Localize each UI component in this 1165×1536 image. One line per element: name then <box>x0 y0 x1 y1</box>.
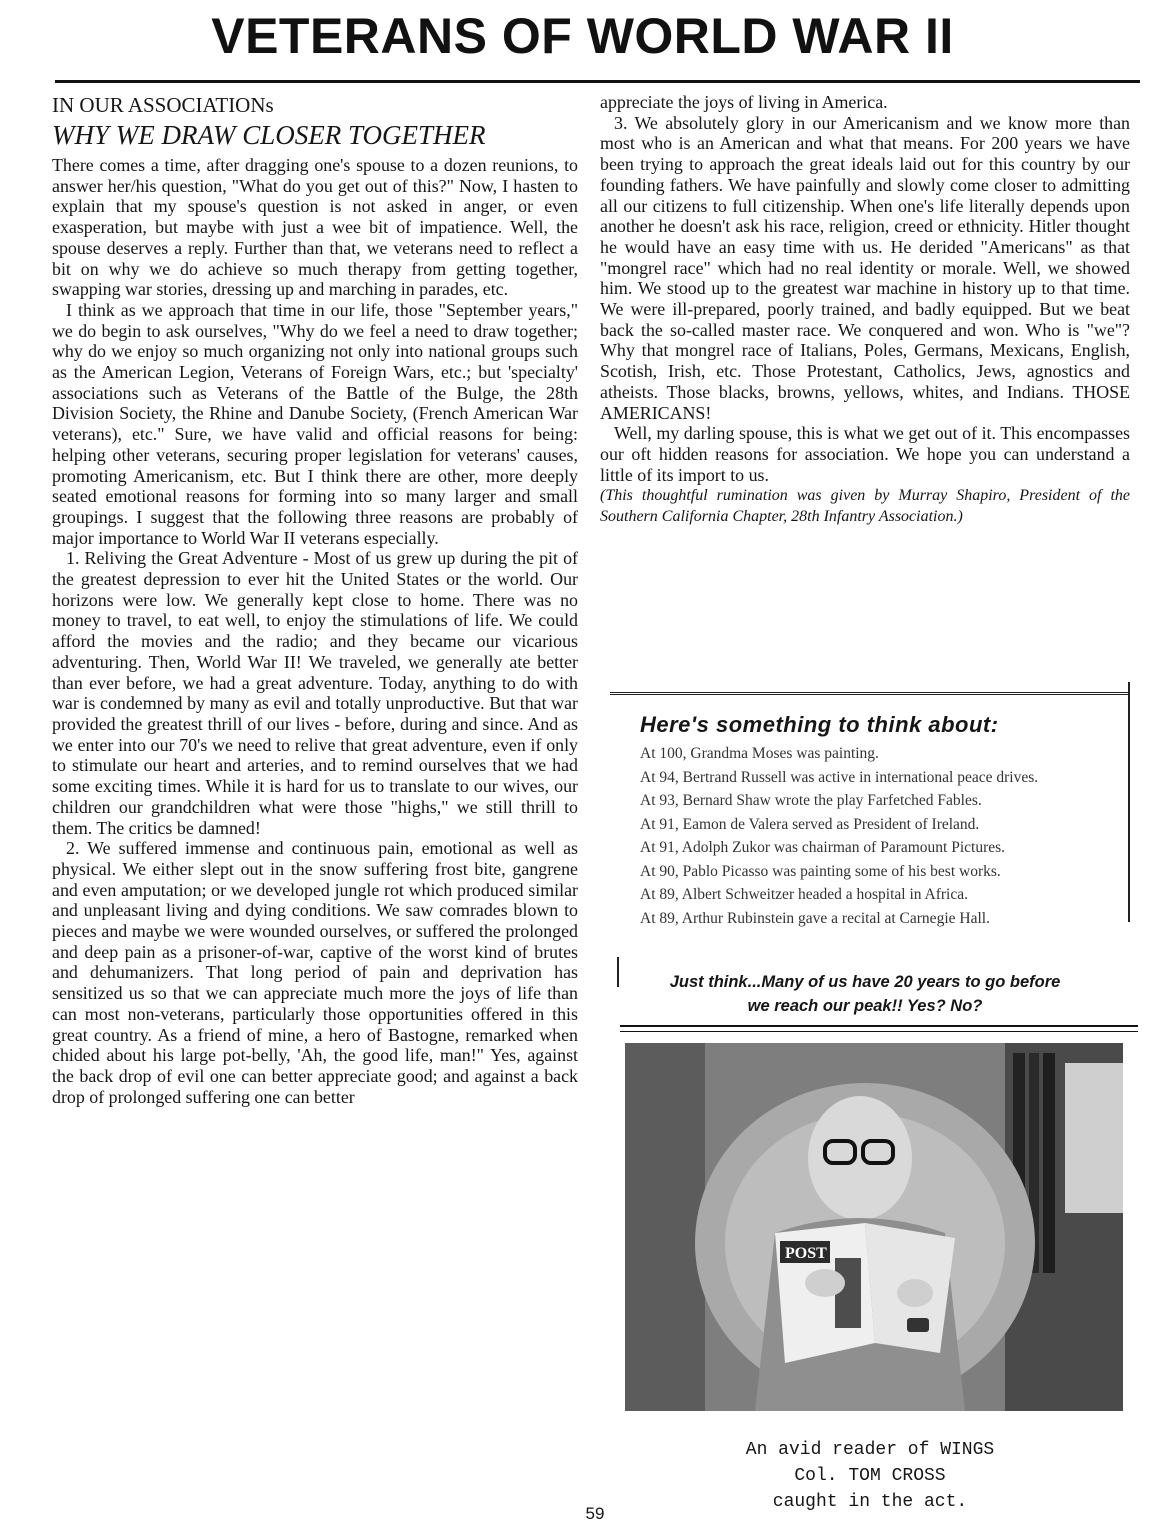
box-callout <box>650 970 1080 1018</box>
right-column <box>600 92 1130 527</box>
page-number: 59 <box>585 1504 605 1523</box>
article-kicker: IN OUR ASSOCIATIONs <box>52 93 274 117</box>
list-item: At 100, Grandma Moses was painting. <box>640 745 879 762</box>
caption-line: An avid reader of WINGS <box>745 1440 995 1460</box>
magazine-masthead: POST <box>785 1245 827 1262</box>
photo-illustration <box>625 1043 1123 1411</box>
photo-caption <box>690 1437 1050 1515</box>
callout-line: we reach our peak!! Yes? No? <box>747 997 983 1015</box>
box-top-rule <box>610 692 1130 695</box>
list-item: At 90, Pablo Picasso was painting some of his best works. <box>640 862 1001 880</box>
age-achievements-list <box>640 742 1120 930</box>
article-paragraph: 1. Reliving the Great Adventure - Most of us grew up during the pit of the greatest depression to ever hit the United States or the world. Our horizons were low. We generally kept close to home. There was no money to travel, to eat well, to enjoy the stimulations of life. We could afford the movies and the radio; and they became our vicarious adventuring. Then, World War II! We traveled, we generally ate better than ever before, we had a great adventure. Today, anything to do with war is condemned by many as evil and totally unproductive. But that war provided the greatest thrill of our lives - before, during and since. And as we enter into our 70's we need to relive that great adventure, even if only to stimulate our heart and arteries, and to remind ourselves that we had some exciting times. While it is hard for us to translate to our wives, our children our grandchildren what were those "highs," we still thrill to them. The critics be damned! <box>52 548 578 838</box>
title-rule <box>55 80 1140 83</box>
veteran-reading-photo <box>625 1043 1123 1411</box>
box-right-border <box>1128 682 1130 922</box>
callout-line: Just think...Many of us have 20 years to go before <box>669 973 1061 991</box>
box-left-border <box>617 957 619 987</box>
article-headline: WHY WE DRAW CLOSER TOGETHER <box>52 120 486 150</box>
caption-line: caught in the act. <box>772 1492 968 1512</box>
article-paragraph: 2. We suffered immense and continuous pain, emotional as well as physical. We either slept out in the snow suffering frost bite, gangrene and even amputation; or we developed jungle rot which produced similar and unpleasant living and dying conditions. We saw comrades blown to pieces and maybe we were wounded ourselves, or suffered the prolonged and deep pain as a prisoner-of-war, captive of the worst kind of brutes and dehumanizers. That long period of pain and deprivation has sensitized us so that we can appreciate much more the joys of life than can most non-veterans, particularly those opportunities offered in this great country. As a friend of mine, a hero of Bastogne, remarked when chided about his large pot-belly, 'Ah, the good life, man!" Yes, against the back drop of evil one can better appreciate good; and against a back drop of prolonged suffering one can better <box>52 838 578 1107</box>
list-item: At 94, Bertrand Russell was active in international peace drives. <box>640 768 1039 786</box>
article-paragraph: There comes a time, after dragging one's spouse to a dozen reunions, to answer her/his question, "What do you get out of this?" Now, I hasten to explain that my spouse's question is not asked in anger, or even exasperation, but maybe with just a wee bit of impatience. Well, the spouse deserves a reply. Further than that, we veterans need to reflect a bit on why we do achieve so much therapy from getting together, swapping war stories, dressing up and marching in parades, etc. <box>52 155 578 300</box>
list-item: At 91, Adolph Zukor was chairman of Paramount Pictures. <box>640 839 1006 856</box>
caption-line: Col. TOM CROSS <box>794 1466 946 1486</box>
page-title: VETERANS OF WORLD WAR II <box>211 8 954 64</box>
list-item: At 91, Eamon de Valera served as President of Ireland. <box>640 815 980 833</box>
article-credit: (This thoughtful rumination was given by Murray Shapiro, President of the Southern California Chapter, 28th Infantry Association.) <box>600 487 1130 526</box>
list-item: At 89, Albert Schweitzer headed a hospital in Africa. <box>640 886 968 903</box>
list-item: At 93, Bernard Shaw wrote the play Farfetched Fables. <box>640 792 982 809</box>
list-item: At 89, Arthur Rubinstein gave a recital at Carnegie Hall. <box>640 909 990 927</box>
article-paragraph: 3. We absolutely glory in our Americanism and we know more than most who is an American and what that means. For 200 years we have been trying to approach the great ideals laid out for this country by our founding fathers. We have painfully and slowly come closer to admitting all our citizens to full citizenship. When one's life literally depends upon another he doesn't ask his race, religion, creed or ethnicity. Hitler thought he would have an easy time with us. He derided "Americans" as that "mongrel race" which had no real identity or morale. Well, we showed him. We stood up to the greatest war machine in history up to that time. We were ill-prepared, poorly trained, and badly equipped. But we beat back the so-called master race. We conquered and won. Who is "we"? Why that mongrel race of Italians, Poles, Germans, Mexicans, English, Scotish, Irish, etc. Those Protestant, Catholics, Jews, agnostics and atheists. Those blacks, browns, yellows, whites, and Indians. THOSE AMERICANS! <box>600 112 1130 423</box>
article-paragraph: Well, my darling spouse, this is what we get out of it. This encompasses our oft hidden reasons for association. We hope you can understand a little of its import to us. <box>600 423 1130 485</box>
article-paragraph: appreciate the joys of living in America. <box>600 92 888 112</box>
box-bottom-rule <box>620 1025 1138 1032</box>
left-column <box>52 92 578 1107</box>
think-about-box <box>610 692 1130 1017</box>
article-paragraph: I think as we approach that time in our life, those "September years," we do begin to ask ourselves, "Why do we feel a need to draw together; why do we enjoy so much organizing not only into national groups such as the American Legion, Veterans of Foreign Wars, etc.; but 'specialty' associations such as Veterans of the Battle of the Bulge, the 28th Division Society, the Rhine and Danube Society, (French American War veterans), etc." Sure, we have valid and official reasons for being: helping other veterans, securing proper legislation for veterans' causes, promoting Americanism, etc. But I think there are other, more deeply seated emotional reasons for forming into so many larger and small groupings. I suggest that the following three reasons are probably of major importance to World War II veterans especially. <box>52 299 578 548</box>
box-heading: Here's something to think about: <box>640 712 999 737</box>
